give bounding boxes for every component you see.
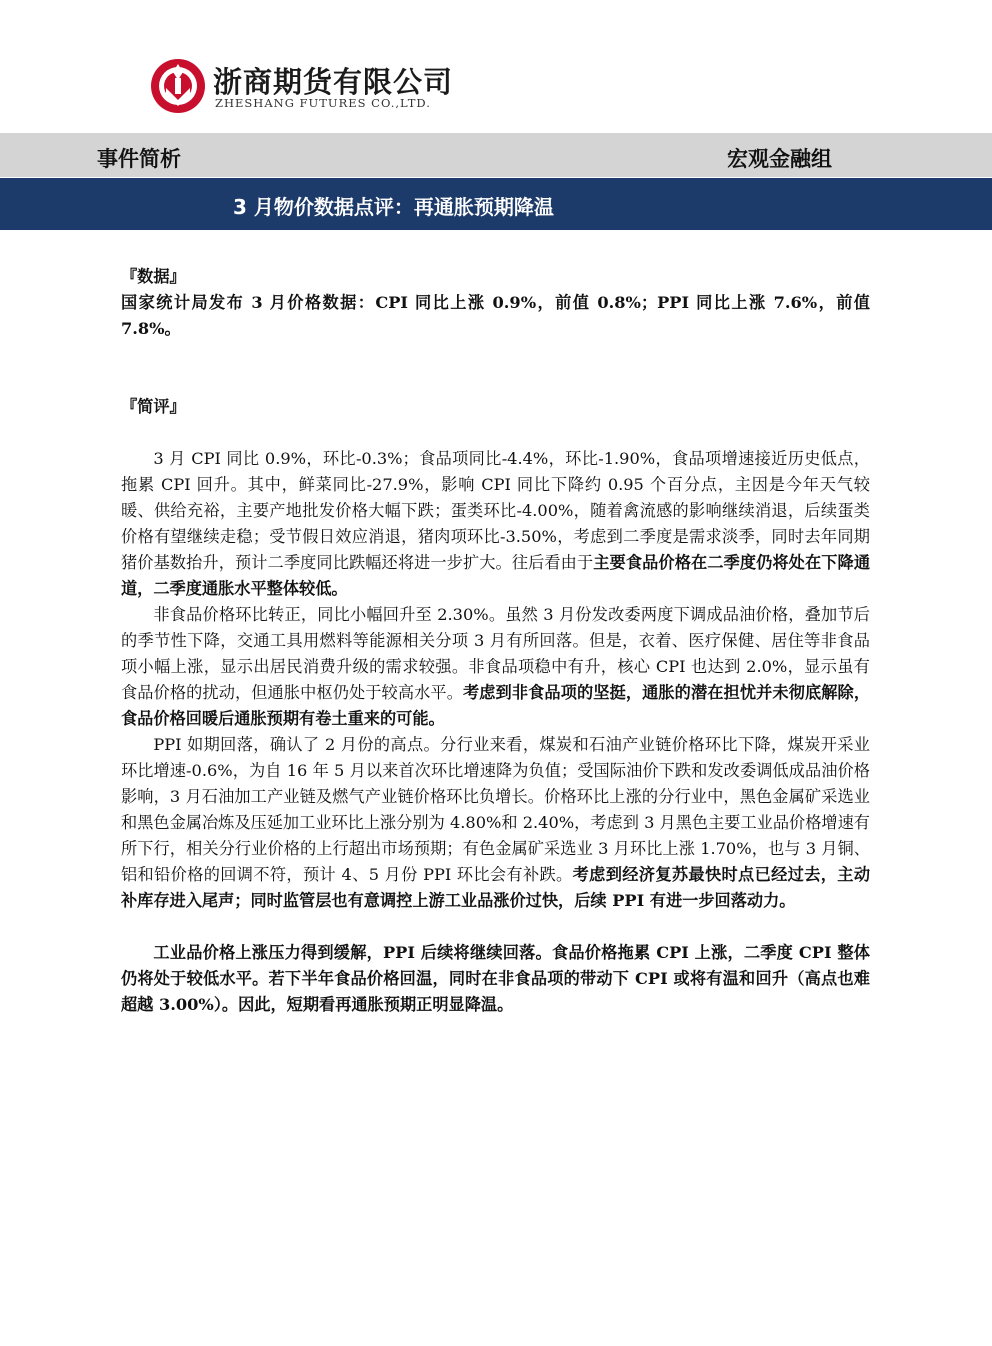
report-type: 事件简析 (97, 147, 181, 171)
zheshang-logo-icon (150, 58, 206, 114)
conclusion-paragraph: 工业品价格上涨压力得到缓解，PPI 后续将继续回落。食品价格拖累 CPI 上涨，二季度 CPI 整体仍将处于较低水平。若下半年食品价格回温，同时在非食品项的带动下 CPI 或将有温和回升（高点也难超越 3.00%）。因此，短期看再通胀预期正明显降温。 (121, 943, 870, 1014)
company-name-en: ZHESHANG FUTURES CO.,LTD. (215, 96, 431, 110)
title-bar (0, 178, 992, 230)
data-heading: 『数据』 (121, 267, 186, 286)
paragraph-non-food-conclusion: 考虑到非食品项的坚挺，通胀的潜在担忧并未彻底解除，食品价格回暖后通胀预期有卷土重来的可能。 (121, 683, 871, 728)
paragraph-cpi-food-text: 3 月 CPI 同比 0.9%，环比-0.3%；食品项同比-4.4%，环比-1.90%，食品项增速接近历史低点，拖累 CPI 回升。其中，鲜菜同比-27.9%，影响 CPI 同比下降约 0.95 个百分点，主因是今年天气较暖、供给充裕，主要产地批发价格大幅下跌；蛋类环比-4.00%，随着禽流感的影响继续消退，后续蛋类价格有望继续走稳；受节假日效应消退，猪肉项环比-3.50%，考虑到二季度是需求淡季，同时去年同期猪价基数抬升，预计二季度同比跌幅还将进一步扩大。往后看由于 (121, 449, 870, 572)
paragraph-non-food (121, 602, 870, 732)
paragraph-non-food-text: 非食品价格环比转正，同比小幅回升至 2.30%。虽然 3 月份发改委两度下调成品油价格，叠加节后的季节性下降，交通工具用燃料等能源相关分项 3 月有所回落。但是，衣着、医疗保健、居住等非食品项小幅上涨，显示出居民消费升级的需求较强。非食品项稳中有升，核心 CPI 也达到 2.0%，显示虽有食品价格的扰动，但通胀中枢仍处于较高水平。 (121, 605, 870, 702)
paragraph-ppi (121, 732, 870, 914)
comment-heading: 『简评』 (121, 397, 186, 416)
paragraph-cpi-food (121, 446, 870, 602)
paragraph-cpi-food-conclusion: 主要食品价格在二季度仍将处在下降通道，二季度通胀水平整体较低。 (121, 553, 871, 598)
report-body (121, 264, 870, 1018)
company-name-cn: 浙商期货有限公司 (213, 65, 454, 99)
category-bar (0, 133, 992, 177)
paragraph-ppi-conclusion: 考虑到经济复苏最快时点已经过去，主动补库存进入尾声；同时监管层也有意调控上游工业品涨价过快，后续 PPI 有进一步回落动力。 (121, 865, 871, 910)
department-name: 宏观金融组 (727, 147, 832, 171)
report-title: 3 月物价数据点评：再通胀预期降温 (233, 195, 554, 219)
data-text: 国家统计局发布 3 月价格数据：CPI 同比上涨 0.9%，前值 0.8%；PPI 同比上涨 7.6%，前值 7.8%。 (121, 293, 870, 338)
paragraph-ppi-text: PPI 如期回落，确认了 2 月份的高点。分行业来看，煤炭和石油产业链价格环比下降，煤炭开采业环比增速-0.6%，为自 16 年 5 月以来首次环比增速降为负值；受国际油价下跌和发改委调低成品油价格影响，3 月石油加工产业链及燃气产业链价格环比负增长。价格环比上涨的分行业中，黑色金属矿采选业和黑色金属冶炼及压延加工业环比上涨分别为 4.80%和 2.40%，考虑到 3 月黑色主要工业品价格增速有所下行，相关分行业价格的上行超出市场预期；有色金属矿采选业 3 月环比上涨 1.70%，也与 3 月铜、铝和铅价格的回调不符，预计 4、5 月份 PPI 环比会有补跌。 (121, 735, 870, 884)
